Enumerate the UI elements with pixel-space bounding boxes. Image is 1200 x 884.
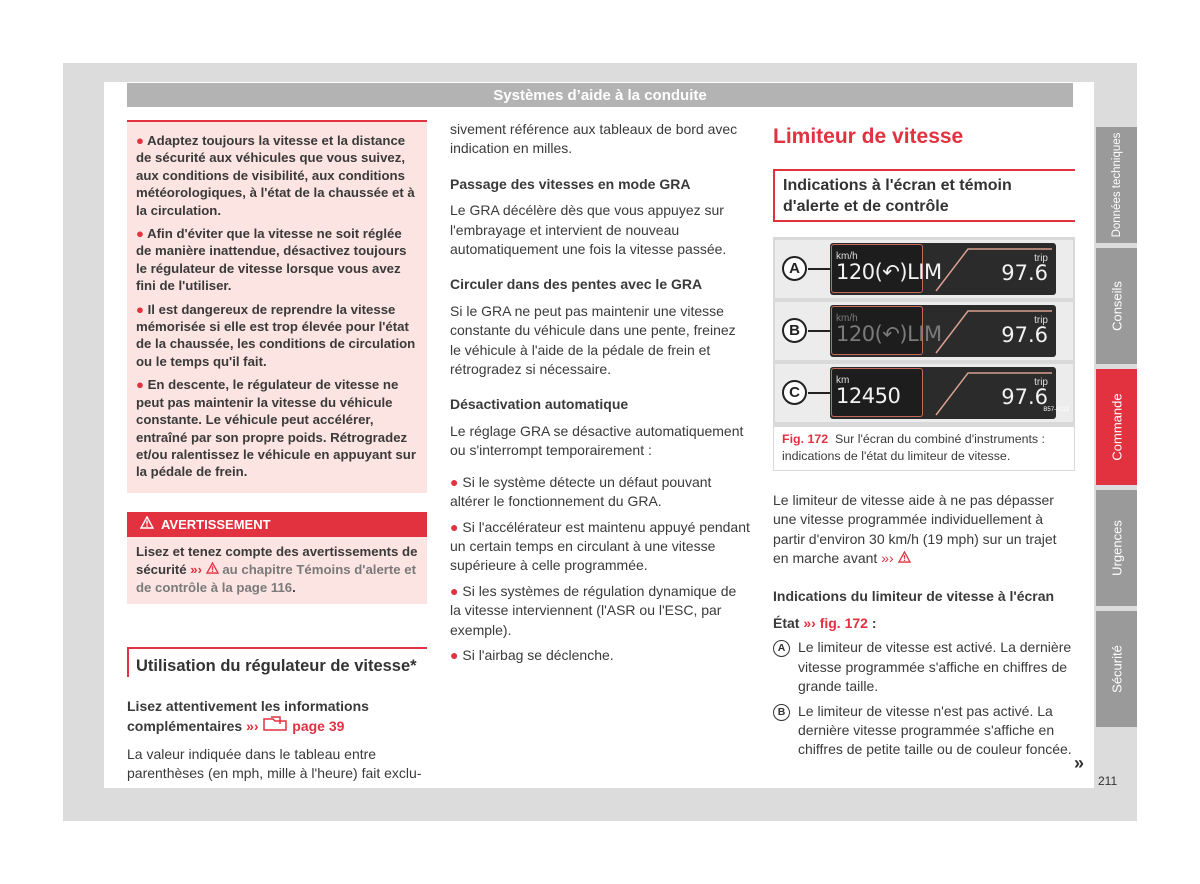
warning-item: ● Il est dangereux de reprendre la vitesse mémorisée si elle est trop élevée pour l'état de la chaussée, les conditions de circulation ou le temps qu'il fait. [136,301,416,369]
display-panel-c: C km 12450 trip 97.6 B57-0113 [775,364,1073,422]
warning-item: ● En descente, le régulateur de vitesse ne peut pas maintenir la vitesse du véhicule constante. Le véhicule peut accélérer, entraîné par son propre poids. Rétrogradez et/ou ralentissez le véhicule en appuyant sur la pédale de frein. [136,377,416,480]
list-item: ● Si l'accélérateur est maintenu appuyé pendant un certain temps en circulant à une vitesse supérieure à celle programmée. [450,518,750,574]
subheading: Circuler dans des pentes avec le GRA [450,276,703,293]
figure-code: B57-0113 [1043,406,1069,413]
figure-caption: Fig. 172 Sur l'écran du combiné d'instruments : indications de l'état du limiteur de vitesse. [773,427,1075,471]
warning-triangle-icon [140,512,154,537]
intro-text: Lisez attentivement les informations complémentaires »› page 39 [127,697,369,735]
alert-body: Lisez et tenez compte des avertissements de sécurité »› au chapitre Témoins d'alerte et de contrôle à la page 116. [136,543,418,595]
subheading: Indications du limiteur de vitesse à l'écran [773,587,1055,604]
callout-c: C [782,380,807,405]
list-item: ● Si les systèmes de régulation dynamique de la vitesse interviennent (l'ASR ou l'ESC, par exemple). [450,582,737,638]
lettered-item-a: A Le limiteur de vitesse est activé. La dernière vitesse programmée s'affiche en chiffres de grande taille. [773,638,1075,696]
warning-item: ● Afin d'éviter que la vitesse ne soit réglée de manière inattendue, désactivez toujours le régulateur de vitesse lorsque vous avez fini de l'utiliser. [136,226,407,294]
warning-triangle-icon [898,550,911,566]
chapter-header: Systèmes d’aide à la conduite [127,83,1073,107]
list-item: ● Si l'airbag se déclenche. [450,646,614,663]
section-subtitle: Indications à l'écran et témoin d'alerte et de contrôle [773,169,1075,222]
body-text: Le GRA décélère dès que vous appuyez sur l'embrayage et intervient de nouveau automatiquement une fois la vitesse passée. [450,202,727,258]
subheading: Passage des vitesses en mode GRA [450,175,691,192]
tab-donnees-techniques[interactable]: Données techniques [1096,127,1137,243]
list-item: ● Si le système détecte un défaut pouvant altérer le fonctionnement du GRA. [450,473,712,510]
body-text: sivement référence aux tableaux de bord avec indication en milles. [450,121,738,157]
column-2 [450,120,750,665]
chapter-link[interactable]: au chapitre Témoins d'alerte et de contrôle à la page 116 [136,561,417,595]
tab-commande[interactable]: Commande [1096,369,1137,485]
page-link[interactable]: page 39 [292,718,345,735]
alert-box [127,512,427,604]
display-panel-a: A km/h 120(↶)LIM trip 97.6 [775,240,1073,298]
safety-warning-box [127,120,427,493]
body-text: Le réglage GRA se désactive automatiquement ou s'interrompt temporairement : [450,422,744,459]
book-icon [262,718,288,734]
page-number: 211 [1098,774,1118,788]
lettered-item-b: B Le limiteur de vitesse n'est pas activé. La dernière vitesse programmée s'affiche en chiffres de petite taille ou de couleur foncée. [773,702,1075,760]
body-text: Si le GRA ne peut pas maintenir une vitesse constante du véhicule dans une pente, freinez le véhicule à l'aide de la pédale de frein et rétrogradez si nécessaire. [450,302,736,378]
column-1 [127,120,427,783]
tab-urgences[interactable]: Urgences [1096,490,1137,606]
tab-securite[interactable]: Sécurité [1096,611,1137,727]
display-panel-b: B km/h 120(↶)LIM trip 97.6 [775,302,1073,360]
state-line: État »› fig. 172 : [773,615,877,632]
callout-b: B [782,318,807,343]
subheading: Désactivation automatique [450,396,629,413]
warning-triangle-icon [206,562,219,577]
callout-a: A [782,256,807,281]
figure-172 [773,237,1075,427]
continue-mark: » [1074,753,1085,773]
figure-link[interactable]: fig. 172 [819,615,868,632]
tab-conseils[interactable]: Conseils [1096,248,1137,364]
alert-header: AVERTISSEMENT [127,512,427,537]
main-title: Limiteur de vitesse [773,125,964,148]
column-3 [773,120,1075,760]
warning-item: ● Adaptez toujours la vitesse et la distance de sécurité aux véhicules que vous suivez, aux conditions de visibilité, aux conditions météorologiques, à l'état de la chaussée et à la circulation. [136,133,415,218]
section-title: Utilisation du régulateur de vitesse* [127,647,427,677]
body-text: La valeur indiquée dans le tableau entre parenthèses (en mph, mille à l'heure) fait exclu- [127,745,422,781]
body-text: Le limiteur de vitesse aide à ne pas dépasser une vitesse programmée individuellement à partir d'environ 30 km/h (19 mph) sur un trajet en marche avant »› [773,492,1057,567]
